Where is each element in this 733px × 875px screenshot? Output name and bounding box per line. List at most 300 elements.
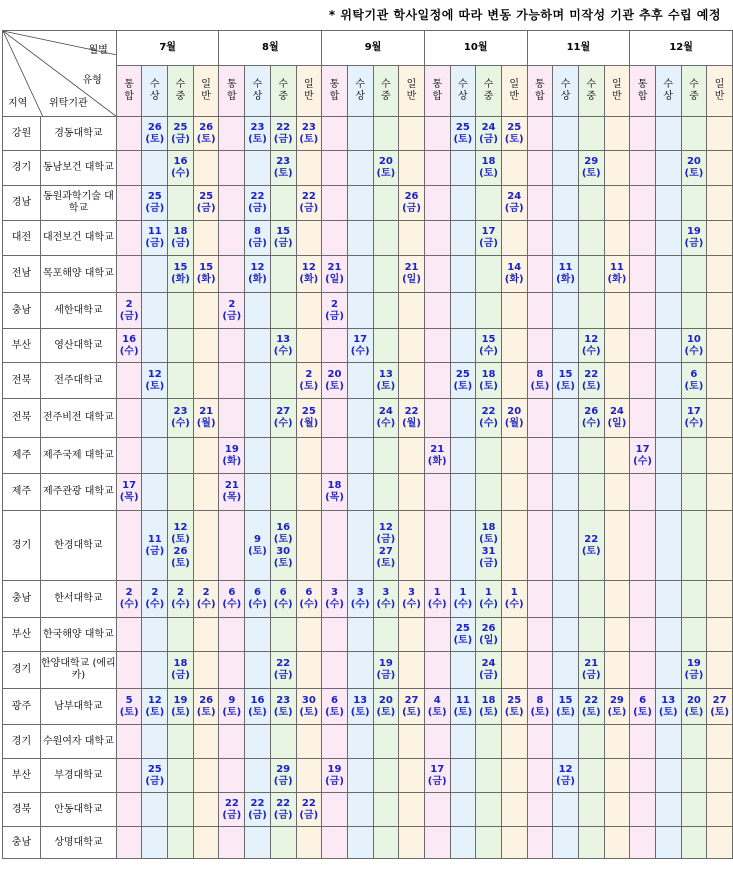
schedule-cell: [193, 329, 219, 363]
date-weekday: (금): [325, 775, 344, 787]
schedule-cell: [245, 117, 271, 151]
table-row: [3, 511, 733, 581]
schedule-cell: [501, 759, 527, 793]
type-label-text: 수상: [149, 79, 160, 102]
schedule-cell: [707, 511, 733, 581]
date-day: 22: [276, 658, 291, 669]
date-day: 20: [507, 406, 522, 417]
table-row: [3, 186, 733, 221]
schedule-cell: [681, 511, 707, 581]
date-weekday: (금): [222, 809, 242, 821]
date-day: 22: [276, 121, 291, 133]
date-weekday: (토): [325, 706, 344, 718]
type-header: [707, 66, 733, 117]
schedule-cell: [270, 438, 296, 474]
date-weekday: (토): [530, 380, 550, 392]
date-weekday: (금): [402, 203, 421, 214]
date-day: 6: [305, 587, 313, 598]
schedule-cell: [219, 363, 245, 399]
schedule-cell: [116, 827, 142, 859]
region-cell: 전남: [3, 256, 41, 293]
type-label-text: 수중: [278, 79, 288, 102]
schedule-cell: [655, 725, 681, 759]
schedule-cell: [296, 293, 322, 329]
schedule-cell: [450, 117, 476, 151]
schedule-cell: [527, 151, 553, 186]
schedule-cell: [168, 221, 194, 256]
schedule-cell: [245, 329, 271, 363]
date-weekday: (수): [376, 599, 396, 610]
date-day: 2: [305, 368, 313, 380]
region-cell: 경남: [3, 186, 41, 221]
schedule-cell: [476, 438, 502, 474]
schedule-cell: [347, 117, 373, 151]
schedule-cell: [322, 399, 348, 438]
schedule-cell: [476, 256, 502, 293]
date-day: 3: [356, 587, 364, 598]
table-row: [3, 117, 733, 151]
schedule-cell: [681, 399, 707, 438]
schedule-cell: [604, 293, 630, 329]
date-weekday: (금): [684, 238, 704, 249]
date-weekday: (토): [222, 706, 242, 718]
date-day: 27: [404, 694, 419, 706]
date-day: 21: [199, 406, 214, 417]
schedule-cell: [219, 652, 245, 689]
schedule-cell: [553, 399, 579, 438]
schedule-cell: [527, 221, 553, 256]
date-weekday: (금): [325, 310, 344, 322]
date-day: 24: [481, 658, 496, 669]
type-header: [193, 66, 219, 117]
date-weekday: (수): [248, 599, 267, 610]
schedule-cell: [501, 689, 527, 725]
schedule-cell: [707, 689, 733, 725]
date-weekday: (수): [325, 599, 344, 610]
schedule-cell: [630, 293, 656, 329]
schedule-cell: [450, 293, 476, 329]
schedule-cell: [681, 186, 707, 221]
schedule-cell: [322, 618, 348, 652]
date-weekday: (토): [273, 557, 293, 569]
schedule-cell: [476, 474, 502, 511]
schedule-cell: [373, 221, 399, 256]
schedule-cell: [347, 221, 373, 256]
date-weekday: (토): [171, 557, 190, 569]
schedule-cell: [116, 725, 142, 759]
schedule-cell: [604, 329, 630, 363]
schedule-cell: [116, 329, 142, 363]
schedule-cell: [476, 618, 502, 652]
date-weekday: (토): [556, 706, 575, 718]
schedule-cell: [450, 581, 476, 618]
date-day: 13: [353, 694, 368, 706]
schedule-cell: [630, 618, 656, 652]
date-weekday: (월): [299, 418, 319, 429]
date-weekday: (화): [427, 455, 447, 467]
schedule-cell: [399, 689, 425, 725]
schedule-cell: [630, 652, 656, 689]
schedule-cell: [347, 618, 373, 652]
region-cell: 부산: [3, 759, 41, 793]
date-day: 6: [690, 368, 698, 380]
schedule-cell: [578, 827, 604, 859]
date-weekday: (금): [171, 133, 190, 145]
schedule-cell: [681, 827, 707, 859]
date-day: 12: [378, 521, 393, 533]
schedule-cell: [373, 293, 399, 329]
date-day: 3: [408, 587, 415, 598]
date-weekday: (수): [119, 599, 139, 610]
institution-cell: 한국해양 대학교: [40, 618, 116, 652]
schedule-cell: [168, 151, 194, 186]
schedule-cell: [424, 117, 450, 151]
schedule-cell: [168, 329, 194, 363]
month-header: 12월: [630, 31, 733, 66]
note-text: * 위탁기관 학사일정에 따라 변동 가능하며 미작성 기관 추후 수립 예정: [328, 8, 721, 22]
date-weekday: (일): [325, 274, 344, 285]
schedule-cell: [245, 652, 271, 689]
schedule-cell: [142, 186, 168, 221]
schedule-cell: [681, 689, 707, 725]
schedule-cell: [347, 438, 373, 474]
schedule-cell: [501, 511, 527, 581]
schedule-cell: [347, 581, 373, 618]
schedule-cell: [450, 221, 476, 256]
schedule-cell: [219, 186, 245, 221]
type-header: [527, 66, 553, 117]
schedule-cell: [399, 151, 425, 186]
schedule-cell: [424, 652, 450, 689]
schedule-cell: [116, 652, 142, 689]
table-row: [3, 652, 733, 689]
type-label-text: 일반: [303, 79, 314, 102]
schedule-cell: [527, 256, 553, 293]
schedule-cell: [655, 581, 681, 618]
schedule-cell: [296, 151, 322, 186]
schedule-cell: [655, 438, 681, 474]
date-weekday: (토): [196, 706, 216, 718]
type-header: [399, 66, 425, 117]
date-day: 8: [536, 368, 544, 380]
schedule-cell: [655, 689, 681, 725]
schedule-cell: [655, 399, 681, 438]
date-day: 22: [404, 406, 419, 417]
schedule-cell: [168, 256, 194, 293]
schedule-cell: [527, 399, 553, 438]
date-weekday: (토): [376, 168, 396, 179]
schedule-cell: [296, 256, 322, 293]
date-day: 15: [558, 368, 573, 380]
date-weekday: (화): [171, 274, 190, 285]
date-weekday: (토): [504, 133, 524, 145]
type-label-text: 통합: [535, 79, 545, 102]
schedule-cell: [142, 759, 168, 793]
date-weekday: (토): [581, 168, 601, 179]
type-header: [245, 66, 271, 117]
date-day: 12: [250, 262, 265, 273]
schedule-cell: [450, 329, 476, 363]
schedule-cell: [424, 293, 450, 329]
schedule-cell: [116, 221, 142, 256]
schedule-cell: [501, 256, 527, 293]
schedule-cell: [424, 581, 450, 618]
schedule-cell: [681, 221, 707, 256]
schedule-cell: [219, 329, 245, 363]
schedule-cell: [681, 474, 707, 511]
schedule-cell: [527, 652, 553, 689]
date-day: 2: [125, 298, 133, 310]
date-day: 23: [276, 156, 291, 167]
date-weekday: (수): [633, 455, 652, 467]
date-day: 22: [301, 191, 316, 202]
schedule-cell: [707, 618, 733, 652]
schedule-cell: [322, 511, 348, 581]
schedule-cell: [168, 793, 194, 827]
schedule-cell: [681, 652, 707, 689]
schedule-cell: [193, 117, 219, 151]
institution-cell: 한서대학교: [40, 581, 116, 618]
date-day: 6: [254, 587, 261, 598]
schedule-cell: [373, 793, 399, 827]
type-header: [322, 66, 348, 117]
date-weekday: (토): [684, 706, 704, 718]
schedule-cell: [219, 474, 245, 511]
date-weekday: (월): [402, 418, 421, 429]
date-weekday: (금): [581, 670, 601, 681]
region-cell: 대전: [3, 221, 41, 256]
schedule-cell: [142, 151, 168, 186]
schedule-cell: [219, 827, 245, 859]
schedule-cell: [476, 759, 502, 793]
schedule-cell: [553, 117, 579, 151]
schedule-cell: [347, 399, 373, 438]
table-row: [3, 759, 733, 793]
date-weekday: (토): [581, 706, 601, 718]
schedule-cell: [270, 293, 296, 329]
date-day: 25: [147, 763, 162, 775]
schedule-cell: [424, 399, 450, 438]
schedule-cell: [116, 438, 142, 474]
date-weekday: (토): [171, 706, 190, 718]
date-day: 22: [584, 694, 599, 706]
schedule-cell: [270, 151, 296, 186]
date-day: 8: [254, 226, 261, 237]
schedule-cell: [347, 511, 373, 581]
schedule-cell: [655, 329, 681, 363]
date-day: 16: [173, 156, 188, 167]
date-weekday: (수): [479, 418, 498, 429]
schedule-cell: [142, 117, 168, 151]
schedule-cell: [527, 329, 553, 363]
month-header: 9월: [322, 31, 425, 66]
schedule-cell: [270, 474, 296, 511]
date-day: 22: [584, 533, 599, 545]
schedule-cell: [476, 511, 502, 581]
schedule-cell: [655, 117, 681, 151]
date-weekday: (일): [607, 418, 627, 429]
schedule-cell: [578, 363, 604, 399]
date-day: 12: [301, 262, 316, 273]
date-weekday: (토): [581, 545, 601, 557]
schedule-cell: [655, 652, 681, 689]
schedule-cell: [168, 474, 194, 511]
date-weekday: (화): [222, 455, 242, 467]
region-cell: 경기: [3, 511, 41, 581]
date-day: 25: [173, 121, 188, 133]
schedule-cell: [424, 759, 450, 793]
schedule-cell: [116, 759, 142, 793]
schedule-cell: [373, 363, 399, 399]
institution-cell: 수원여자 대학교: [40, 725, 116, 759]
date-day: 3: [382, 587, 390, 598]
date-weekday: (수): [684, 345, 704, 357]
schedule-cell: [373, 256, 399, 293]
date-weekday: (토): [273, 168, 293, 179]
schedule-cell: [168, 117, 194, 151]
date-weekday: (토): [145, 706, 165, 718]
date-weekday: (화): [248, 274, 267, 285]
schedule-cell: [501, 399, 527, 438]
schedule-cell: [707, 725, 733, 759]
date-weekday: (수): [171, 168, 190, 179]
date-day: 25: [455, 622, 470, 634]
date-day: 12: [584, 333, 599, 345]
schedule-cell: [373, 186, 399, 221]
schedule-cell: [142, 399, 168, 438]
schedule-cell: [142, 581, 168, 618]
date-weekday: (토): [479, 533, 498, 545]
schedule-cell: [245, 474, 271, 511]
schedule-cell: [604, 827, 630, 859]
date-day: 11: [609, 262, 624, 273]
date-day: 6: [279, 587, 287, 598]
type-label-text: 수상: [560, 79, 571, 102]
date-weekday: (토): [196, 133, 216, 145]
schedule-cell: [578, 474, 604, 511]
date-weekday: (토): [376, 557, 396, 569]
schedule-cell: [296, 725, 322, 759]
date-day: 13: [661, 694, 676, 706]
schedule-cell: [424, 793, 450, 827]
schedule-cell: [168, 186, 194, 221]
schedule-cell: [527, 363, 553, 399]
schedule-cell: [193, 618, 219, 652]
schedule-cell: [553, 827, 579, 859]
date-weekday: (토): [248, 545, 267, 557]
schedule-cell: [527, 511, 553, 581]
schedule-cell: [553, 221, 579, 256]
schedule-cell: [604, 256, 630, 293]
schedule-cell: [578, 293, 604, 329]
date-day: 11: [455, 694, 470, 706]
schedule-cell: [347, 186, 373, 221]
schedule-cell: [193, 474, 219, 511]
schedule-cell: [219, 759, 245, 793]
type-label-text: 수중: [483, 79, 494, 102]
date-weekday: (수): [453, 599, 473, 610]
date-weekday: (토): [325, 380, 344, 392]
schedule-cell: [476, 399, 502, 438]
date-weekday: (금): [479, 670, 498, 681]
schedule-cell: [116, 293, 142, 329]
date-day: 15: [481, 333, 496, 345]
schedule-cell: [193, 399, 219, 438]
schedule-cell: [707, 329, 733, 363]
date-day: 21: [584, 658, 599, 669]
date-weekday: (금): [273, 809, 293, 821]
date-weekday: (수): [581, 345, 601, 357]
date-weekday: (목): [325, 492, 344, 503]
schedule-cell: [245, 725, 271, 759]
date-weekday: (토): [684, 168, 704, 179]
schedule-cell: [373, 511, 399, 581]
date-weekday: (토): [684, 380, 704, 392]
table-row: [3, 293, 733, 329]
schedule-cell: [450, 151, 476, 186]
schedule-cell: [347, 725, 373, 759]
schedule-cell: [553, 759, 579, 793]
date-day: 19: [686, 226, 701, 237]
date-day: 11: [558, 262, 573, 273]
date-day: 26: [147, 121, 162, 133]
schedule-cell: [296, 399, 322, 438]
schedule-cell: [270, 399, 296, 438]
schedule-cell: [373, 117, 399, 151]
schedule-cell: [347, 827, 373, 859]
schedule-cell: [450, 186, 476, 221]
date-weekday: (수): [504, 599, 524, 610]
date-weekday: (일): [479, 634, 498, 646]
date-weekday: (수): [145, 599, 165, 610]
date-weekday: (수): [350, 599, 370, 610]
schedule-cell: [681, 117, 707, 151]
region-cell: 광주: [3, 689, 41, 725]
table-row: [3, 689, 733, 725]
date-weekday: (금): [119, 310, 139, 322]
schedule-cell: [604, 511, 630, 581]
schedule-cell: [578, 652, 604, 689]
schedule-cell: [476, 151, 502, 186]
schedule-cell: [245, 399, 271, 438]
date-day: 24: [481, 121, 496, 133]
date-weekday: (금): [479, 238, 498, 249]
region-cell: 경기: [3, 151, 41, 186]
date-weekday: (수): [273, 599, 293, 610]
schedule-cell: [193, 438, 219, 474]
date-day: 10: [686, 333, 701, 345]
date-day: 22: [584, 368, 599, 380]
schedule-cell: [270, 256, 296, 293]
date-day: 19: [686, 658, 701, 669]
schedule-cell: [527, 618, 553, 652]
schedule-cell: [476, 329, 502, 363]
schedule-cell: [270, 689, 296, 725]
schedule-cell: [424, 474, 450, 511]
schedule-cell: [116, 117, 142, 151]
schedule-cell: [527, 759, 553, 793]
date-weekday: (금): [145, 238, 165, 249]
date-weekday: (수): [427, 599, 447, 610]
date-day: 21: [404, 262, 419, 273]
date-day: 17: [430, 763, 445, 775]
type-label-text: 수중: [175, 79, 186, 102]
schedule-cell: [322, 689, 348, 725]
institution-cell: 동원과학기술 대학교: [40, 186, 116, 221]
schedule-cell: [476, 221, 502, 256]
date-weekday: (금): [299, 809, 319, 821]
date-day: 11: [147, 226, 162, 237]
